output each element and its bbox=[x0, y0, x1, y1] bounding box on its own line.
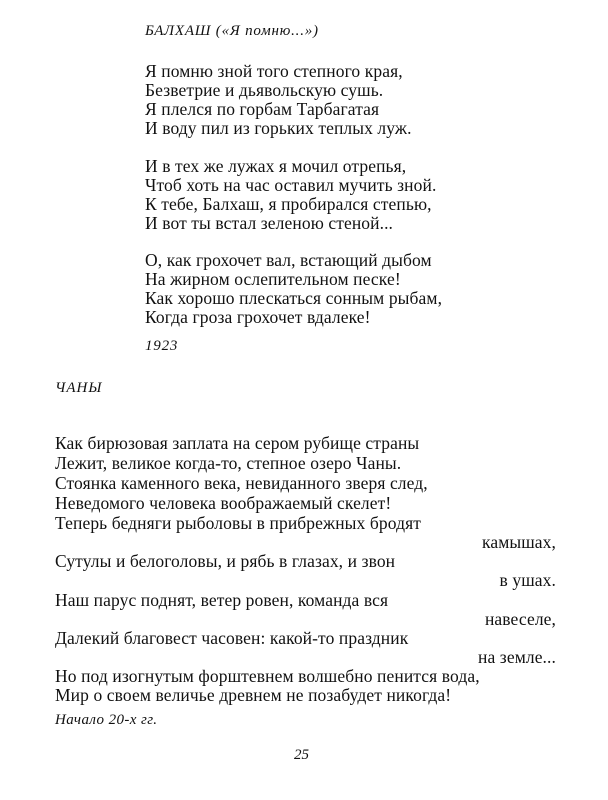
poem1-line: Я помню зной того степного края, bbox=[145, 61, 403, 81]
poem2-line: Как бирюзовая заплата на сером рубище страны bbox=[55, 433, 420, 453]
poem1-line: И вот ты встал зеленою стеной... bbox=[145, 213, 394, 233]
poem2-line-runover: навеселе, bbox=[484, 609, 556, 629]
poem2-line: Неведомого человека воображаемый скелет! bbox=[55, 493, 392, 513]
poem2-line-runover: в ушах. bbox=[499, 570, 556, 590]
poem1-line: К тебе, Балхаш, я пробирался степью, bbox=[145, 194, 432, 214]
page-number: 25 bbox=[294, 747, 309, 763]
poem2-line: Стоянка каменного века, невиданного зверя след, bbox=[55, 473, 428, 493]
poem2-line: Теперь бедняги рыболовы в прибрежных бродят bbox=[55, 513, 421, 533]
poem2-title: ЧАНЫ bbox=[55, 380, 103, 396]
poem1-line: И в тех же лужах я мочил отрепья, bbox=[145, 156, 407, 176]
poem1-line: На жирном ослепительном песке! bbox=[145, 269, 401, 289]
poem1-line: Безветрие и дьявольскую сушь. bbox=[145, 80, 384, 100]
poem2-date: Начало 20-х гг. bbox=[55, 712, 158, 728]
poem2-line: Далекий благовест часовен: какой-то праздник bbox=[55, 628, 409, 648]
poem1-line: Чтоб хоть на час оставил мучить зной. bbox=[145, 175, 437, 195]
poem1-line: О, как грохочет вал, встающий дыбом bbox=[145, 250, 432, 270]
poem1-line: Когда гроза грохочет вдалеке! bbox=[145, 307, 371, 327]
poem2-line-runover: на земле... bbox=[478, 647, 556, 667]
poem1-line: И воду пил из горьких теплых луж. bbox=[145, 118, 412, 138]
poem1-title: БАЛХАШ («Я помню...») bbox=[145, 23, 319, 39]
poem2-line: Мир о своем величье древнем не позабудет никогда! bbox=[55, 685, 452, 705]
poem2-line: Лежит, великое когда-то, степное озеро Чаны. bbox=[55, 453, 402, 473]
poem2-line-runover: камышах, bbox=[481, 532, 556, 552]
poem2-line: Сутулы и белоголовы, и рябь в глазах, и звон bbox=[55, 551, 396, 571]
poem1-line: Я плелся по горбам Тарбагатая bbox=[145, 99, 380, 119]
poem2-line: Но под изогнутым форштевнем волшебно пенится вода, bbox=[55, 666, 480, 686]
poem1-line: Как хорошо плескаться сонным рыбам, bbox=[145, 288, 443, 308]
poem2-line: Наш парус поднят, ветер ровен, команда вся bbox=[55, 590, 389, 610]
poem1-date: 1923 bbox=[145, 338, 179, 354]
